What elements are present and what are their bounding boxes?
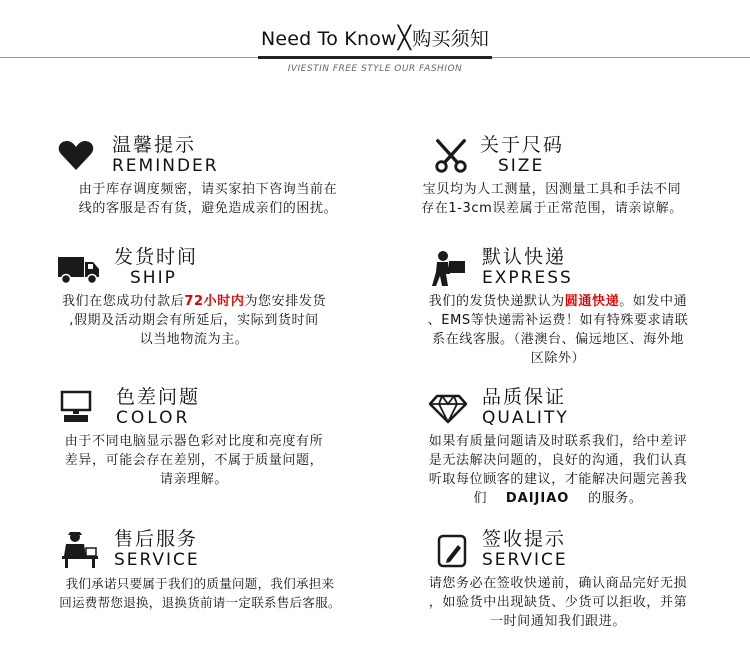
section-body: 我们的发货快递默认为圆通快递。如发中通 、EMS等快递需补运费！如有特殊要求请联 系在线客服。（港澳台、偏远地区、海外地 区除外） xyxy=(427,294,689,366)
section-title-cn: 发货时间 xyxy=(114,246,199,268)
section-title-en: SERVICE xyxy=(114,550,200,570)
section-title-cn: 售后服务 xyxy=(114,528,199,550)
section-body: 我们承诺只要属于我们的质量问题，我们承担来 回运费帮您退换，退换货前请一定联系售后客服。 xyxy=(59,576,341,610)
service-person-icon xyxy=(62,530,98,570)
highlight-courier: 圆通快递 xyxy=(564,294,620,309)
section-after-sales xyxy=(20,528,380,612)
diamond-icon xyxy=(428,388,468,428)
header-divider-accent xyxy=(258,56,492,59)
section-title-cn: 品质保证 xyxy=(482,386,567,408)
section-body: 我们在您成功付款后72小时内为您安排发货 ,假期及活动期会有所延后，实际到货时间 以当地物流为主。 xyxy=(61,294,327,347)
section-quality xyxy=(378,386,738,508)
title-cn: 购买须知 xyxy=(412,28,490,50)
heart-icon xyxy=(56,136,96,176)
section-size xyxy=(372,134,732,218)
computer-icon xyxy=(60,388,92,428)
section-sign-for xyxy=(378,528,738,631)
section-title-en: QUALITY xyxy=(482,408,569,428)
section-title-en: EXPRESS xyxy=(482,268,573,288)
section-title-en: REMINDER xyxy=(112,156,219,176)
section-express xyxy=(378,246,738,368)
section-body: 由于不同电脑显示器色彩对比度和亮度有所 差异，可能会存在差别，不属于质量问题， 请亲理解。 xyxy=(64,434,324,487)
section-title-cn: 温馨提示 xyxy=(112,134,197,156)
section-body: 由于库存调度频密，请买家拍下咨询当前在 线的客服是否有货，避免造成亲们的困扰。 xyxy=(78,182,338,216)
title-en: Need To Know xyxy=(260,28,397,50)
page-subtitle: IVIESTIN FREE STYLE OUR FASHION xyxy=(287,64,463,74)
truck-icon xyxy=(56,248,102,288)
section-title-cn: 色差问题 xyxy=(116,386,201,408)
brand-name: DAIJIAO xyxy=(505,491,570,506)
section-reminder xyxy=(28,134,388,218)
scissors-icon xyxy=(432,136,470,176)
section-title-cn: 关于尺码 xyxy=(480,134,565,156)
section-color xyxy=(14,386,374,489)
section-title-cn: 默认快递 xyxy=(482,246,567,268)
section-title-en: SIZE xyxy=(498,156,545,176)
section-title-en: SERVICE xyxy=(482,550,568,570)
section-body: 请您务必在签收快递前，确认商品完好无损 ，如验货中出现缺货、少货可以拒收，并第 一时间通知我们跟进。 xyxy=(428,576,688,629)
section-body: 宝贝均为人工测量，因测量工具和手法不同 存在1-3cm误差属于正常范围，请亲谅解。 xyxy=(421,182,683,216)
section-title-cn: 签收提示 xyxy=(482,528,567,550)
page-title xyxy=(0,24,750,51)
section-title-en: COLOR xyxy=(116,408,191,428)
sign-pen-icon xyxy=(436,530,468,570)
section-ship xyxy=(14,246,374,349)
section-title-en: SHIP xyxy=(130,268,177,288)
section-body: 如果有质量问题请及时联系我们，给中差评 是无法解决问题的，良好的沟通，我们认真 听取每位顾客的建议，才能解决问题完善我 们 DAIJIAO 的服务。 xyxy=(428,434,688,506)
courier-icon xyxy=(432,248,468,288)
highlight-ship-time: 72小时内 xyxy=(184,294,245,309)
title-separator: ╳ xyxy=(397,26,412,51)
